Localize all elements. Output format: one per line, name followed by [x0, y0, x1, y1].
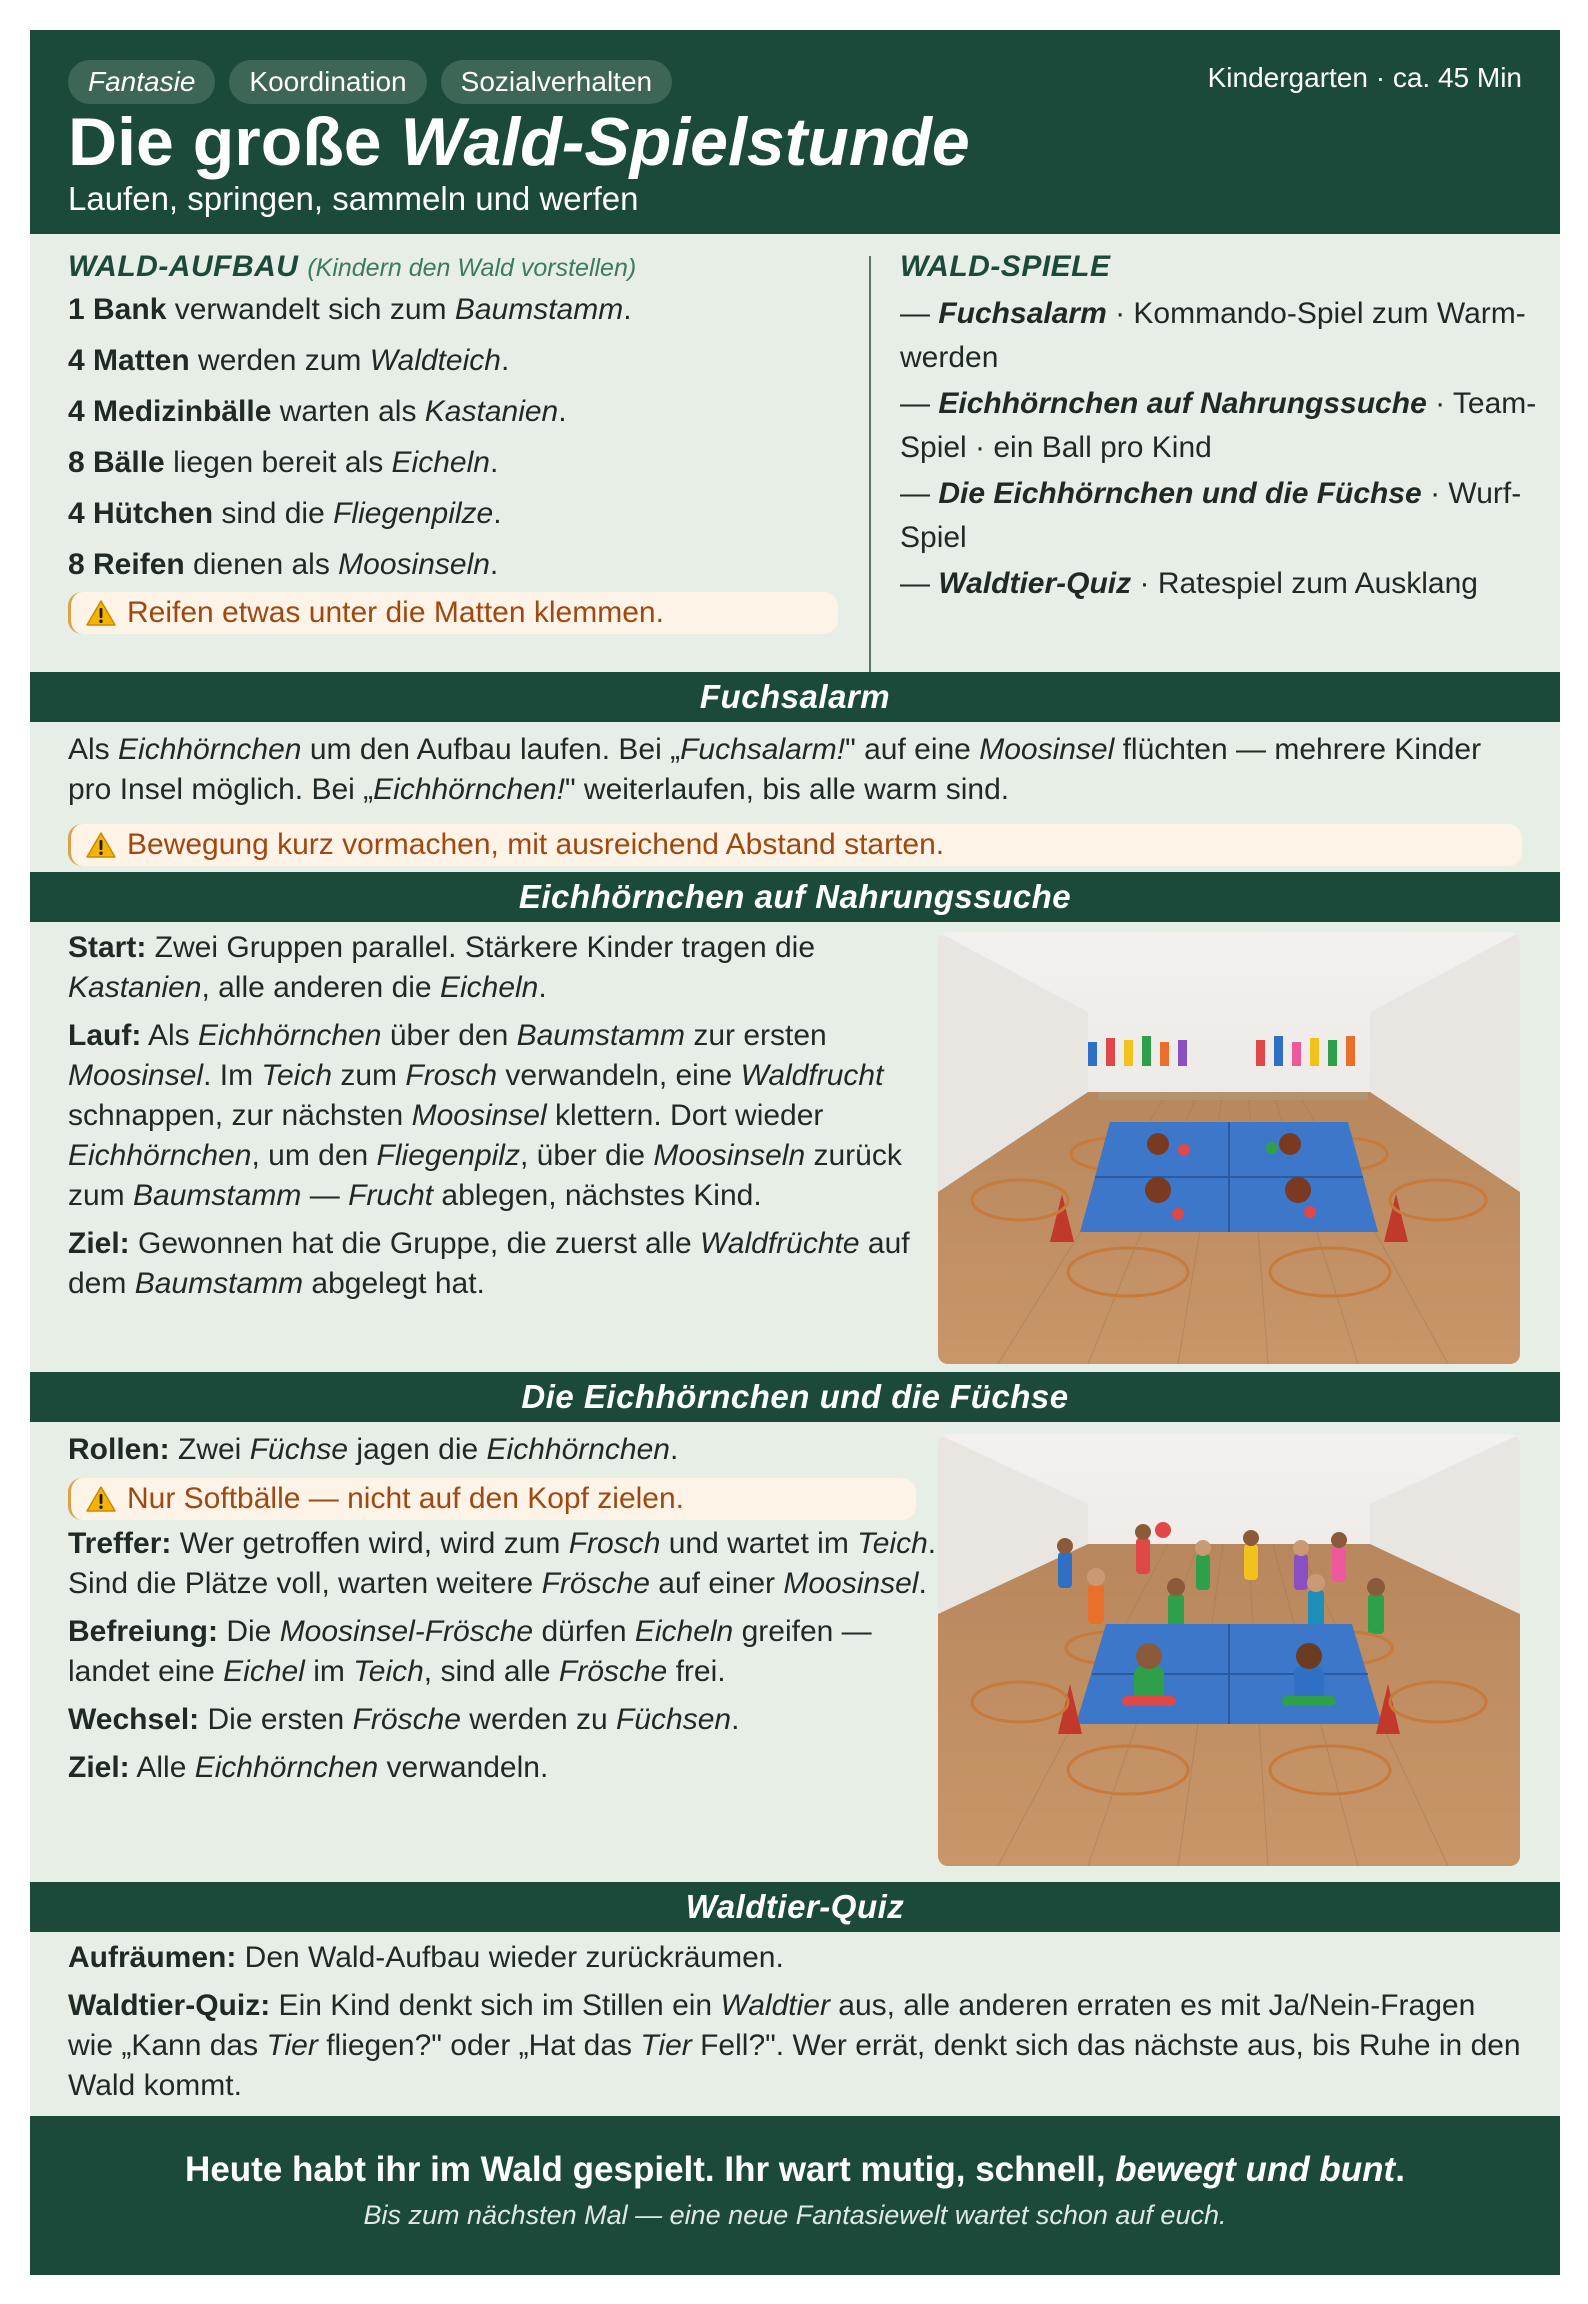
quiz-section	[68, 1938, 1528, 2106]
setup-heading-note: (Kindern den Wald vorstellen)	[307, 254, 637, 282]
section-title-fuechse: Die Eichhörnchen und die Füchse	[30, 1372, 1560, 1422]
section-title-fuchsalarm: Fuchsalarm	[30, 672, 1560, 722]
warning-icon	[85, 1485, 117, 1513]
section-title-nahrungssuche: Eichhörnchen auf Nahrungssuche	[30, 872, 1560, 922]
fuechse-ziel: Ziel: Alle Eichhörnchen verwandeln.	[68, 1751, 549, 1784]
nahrungssuche-text	[68, 928, 948, 1304]
footer-farewell: Bis zum nächsten Mal — eine neue Fantasiewelt wartet schon auf euch.	[363, 2200, 1227, 2230]
quiz-description: Waldtier-Quiz: Ein Kind denkt sich im Stillen ein Waldtier aus, alle anderen erraten es mit Ja/Nein-Fragen wie „Kann das Tier fliegen?" oder „Hat das Tier Fell?". Wer errät, denkt sich das nächste aus, bis Ruhe in den Wald kommt.	[68, 1989, 1521, 2102]
section-title-quiz: Waldtier-Quiz	[30, 1882, 1560, 1932]
setup-item: 4 Medizinbälle warten als Kastanien.	[68, 395, 567, 428]
nahrung-lauf: Lauf: Als Eichhörnchen über den Baumstamm zur ersten Moosinsel. Im Teich zum Frosch verwandeln, eine Waldfrucht schnappen, zur nächsten Moosinsel klettern. Dort wieder Eichhörnchen, um den Fliegenpilz, über die Moosinseln zurück zum Baumstamm — Frucht ablegen, nächstes Kind.	[68, 1019, 902, 1212]
audience-duration: Kindergarten · ca. 45 Min	[1207, 62, 1522, 93]
fuchsalarm-section	[68, 730, 1528, 866]
fuechse-text	[68, 1430, 948, 1788]
game-item-quiz: — Waldtier-Quiz · Ratespiel zum Ausklang	[900, 567, 1478, 600]
tag-list	[68, 60, 672, 104]
tag-koordination: Koordination	[229, 60, 426, 104]
quiz-aufraeumen: Aufräumen: Den Wald-Aufbau wieder zurückräumen.	[68, 1941, 784, 1974]
fuchsalarm-text: Als Eichhörnchen um den Aufbau laufen. Bei „Fuchsalarm!" auf eine Moosinsel flüchten — mehrere Kinder pro Insel möglich. Bei „Eichhörnchen!" weiterlaufen, bis alle warm sind.	[68, 733, 1482, 806]
games-heading: WALD-SPIELE	[900, 250, 1111, 283]
warning-icon	[85, 599, 117, 627]
column-divider	[869, 256, 871, 672]
fuchsalarm-warning-text: Bewegung kurz vormachen, mit ausreichend Abstand starten.	[127, 828, 945, 861]
tag-fantasie: Fantasie	[68, 60, 215, 104]
games-column	[900, 250, 1540, 606]
fuechse-warning	[68, 1478, 916, 1520]
title-accent: Wald-Spielstunde	[400, 104, 970, 180]
setup-warning	[68, 592, 838, 634]
page-subtitle: Laufen, springen, sammeln und werfen	[68, 180, 639, 217]
fuechse-treffer: Treffer: Wer getroffen wird, wird zum Frosch und wartet im Teich. Sind die Plätze voll, warten weitere Frösche auf einer Moosinsel.	[68, 1527, 937, 1600]
setup-item: 1 Bank verwandelt sich zum Baumstamm.	[68, 293, 632, 326]
fuchsalarm-warning	[68, 824, 1522, 866]
worksheet	[30, 30, 1560, 2275]
fuechse-befreiung: Befreiung: Die Moosinsel-Frösche dürfen Eicheln greifen — landet eine Eichel im Teich, sind alle Frösche frei.	[68, 1615, 872, 1688]
footer-message: Heute habt ihr im Wald gespielt. Ihr wart mutig, schnell, bewegt und bunt.	[185, 2150, 1405, 2189]
fuechse-rollen: Rollen: Zwei Füchse jagen die Eichhörnchen.	[68, 1433, 679, 1466]
setup-warning-text: Reifen etwas unter die Matten klemmen.	[127, 596, 664, 629]
nahrung-ziel: Ziel: Gewonnen hat die Gruppe, die zuerst alle Waldfrüchte auf dem Baumstamm abgelegt hat.	[68, 1227, 910, 1300]
fuechse-wechsel: Wechsel: Die ersten Frösche werden zu Füchsen.	[68, 1703, 740, 1736]
footer	[30, 2116, 1560, 2275]
tag-sozialverhalten: Sozialverhalten	[441, 60, 672, 104]
gym-setup-photo	[938, 932, 1520, 1364]
setup-heading: WALD-AUFBAU (Kindern den Wald vorstellen)	[68, 250, 637, 283]
setup-item: 8 Bälle liegen bereit als Eicheln.	[68, 446, 499, 479]
header	[30, 30, 1560, 234]
page-title	[68, 102, 970, 182]
nahrung-start: Start: Zwei Gruppen parallel. Stärkere Kinder tragen die Kastanien, alle anderen die Eicheln.	[68, 931, 816, 1004]
setup-item: 4 Hütchen sind die Fliegenpilze.	[68, 497, 502, 530]
game-item-nahrungssuche: — Eichhörnchen auf Nahrungssuche · Team-Spiel · ein Ball pro Kind	[900, 387, 1537, 464]
game-item-fuchsalarm: — Fuchsalarm · Kommando-Spiel zum Warm-werden	[900, 297, 1526, 374]
title-main: Die große	[68, 104, 401, 180]
fuechse-warning-text: Nur Softbälle — nicht auf den Kopf zielen.	[127, 1482, 684, 1515]
gym-setup-illustration	[938, 932, 1520, 1364]
warning-icon	[85, 831, 117, 859]
setup-item: 4 Matten werden zum Waldteich.	[68, 344, 510, 377]
setup-section	[30, 234, 1560, 672]
game-item-fuechse: — Die Eichhörnchen und die Füchse · Wurf-Spiel	[900, 477, 1522, 554]
setup-column	[68, 250, 868, 634]
gym-game-illustration	[938, 1434, 1520, 1866]
setup-item: 8 Reifen dienen als Moosinseln.	[68, 548, 499, 581]
gym-game-photo	[938, 1434, 1520, 1866]
